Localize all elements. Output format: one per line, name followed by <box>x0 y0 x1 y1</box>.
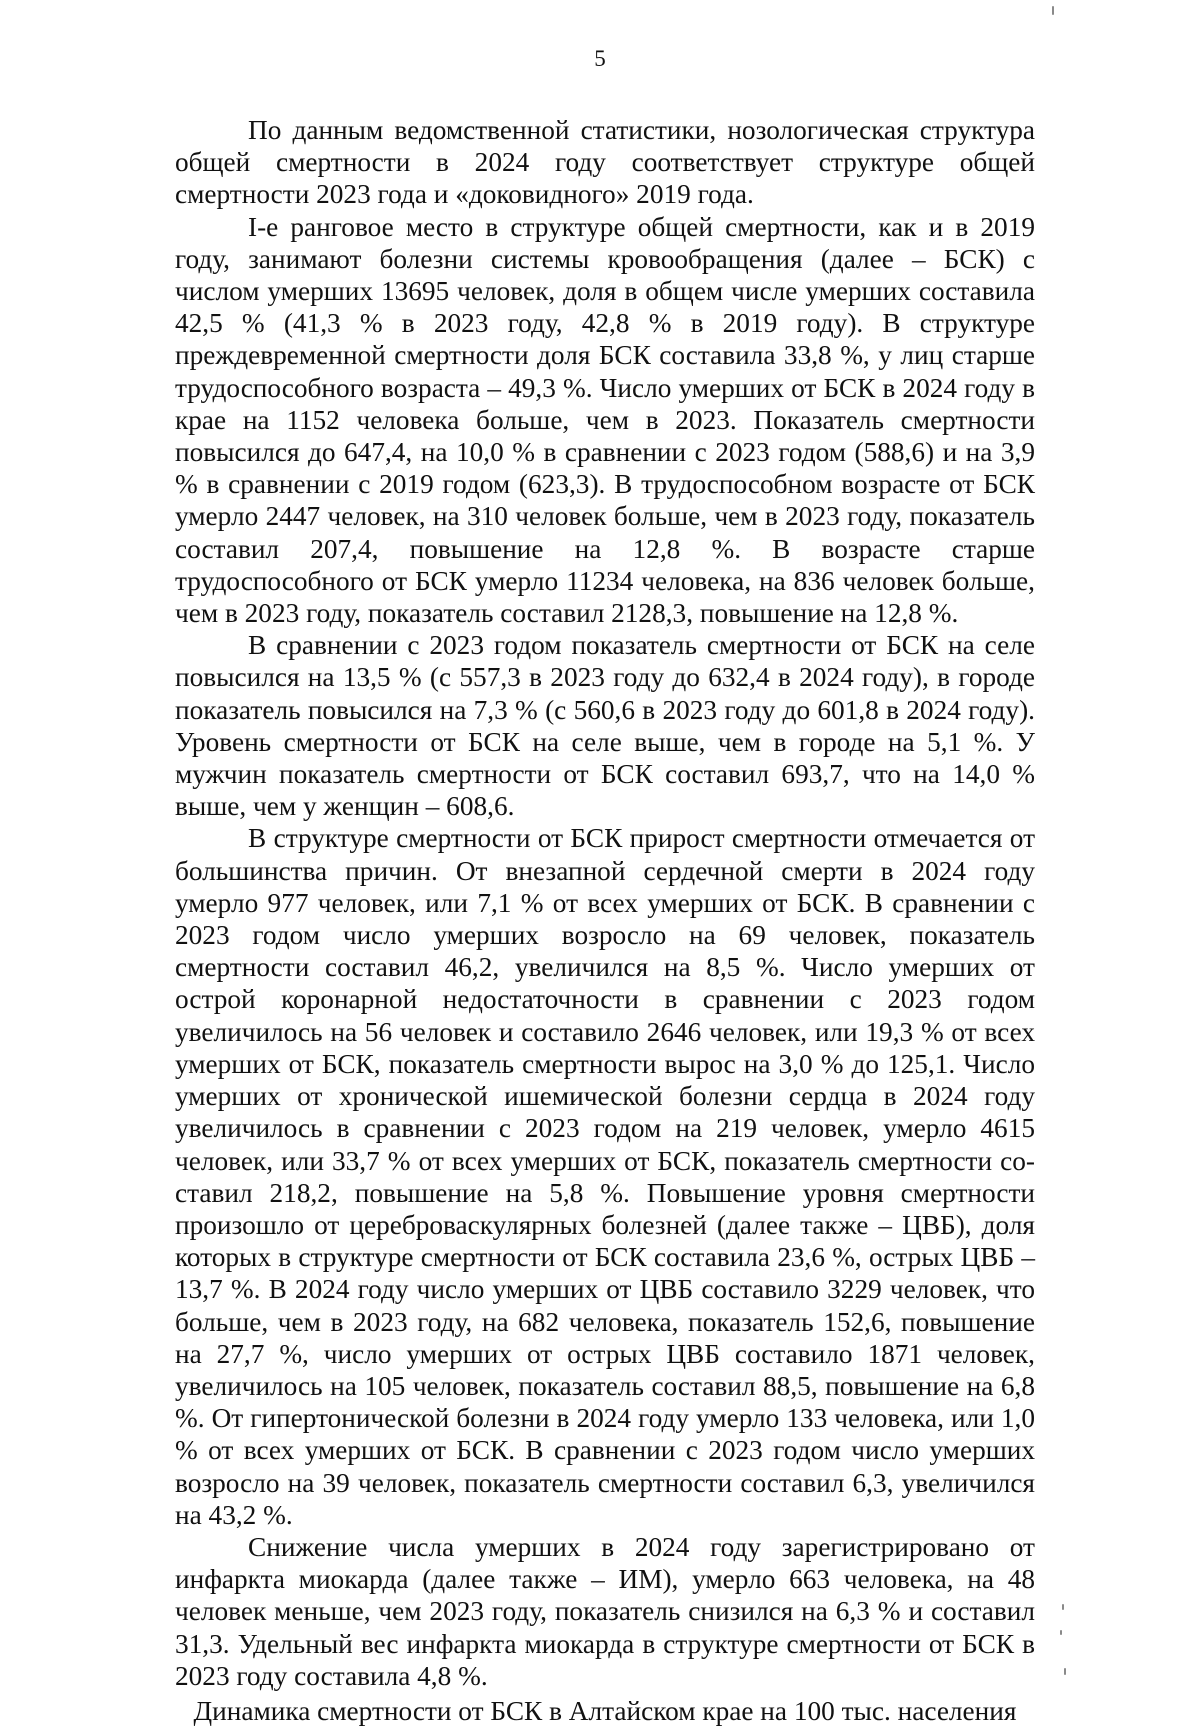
scan-speck <box>1060 1630 1062 1635</box>
chart-caption: Динамика смертности от БСК в Алтайском крае на 100 тыс. населения <box>193 1695 1017 1726</box>
paragraph-myocardial-infarction: Снижение числа умерших в 2024 году зарегистрировано от инфаркта миокарда (далее также – ИМ), умерло 663 человека, на 48 человек меньше, чем 2023 году, показатель снизился на 6,3 % и составил 31,3. Удельный вес инфаркта миокарда в структуре смертности от БСК в 2023 году составила 4,8 %. <box>175 1531 1035 1691</box>
scan-speck <box>1062 1604 1064 1610</box>
paragraph-rural-urban-comparison: В сравнении с 2023 годом показатель смертности от БСК на селе повысился на 13,5 % (с 557,3 в 2023 году до 632,4 в 2024 году), в городе показатель повысился на 7,3 % (с 560,6 в 2023 году до 601,8 в 2024 году). Уровень смертности от БСК на селе выше, чем в городе на 5,1 %. У мужчин показатель смертности от БСК составил 693,7, что на 14,0 % выше, чем у женщин – 608,6. <box>175 630 1035 822</box>
body-text <box>175 114 1035 1727</box>
scan-speck <box>1052 6 1054 15</box>
scan-speck <box>1064 1668 1066 1675</box>
paragraph-cause-structure: В структуре смертности от БСК прирост смертности отмечается от большинства причин. От внезапной сердечной смерти в 2024 году умерло 977 человек, или 7,1 % от всех умерших от БСК. В сравнении с 2023 годом число умерших возросло на 69 человек, показатель смертности составил 46,2, увеличился на 8,5 %. Число умерших от острой коронарной недостаточности в сравнении с 2023 годом увеличилось на 56 человек и составило 2646 человек, или 19,3 % от всех умерших от БСК, показатель смертности вырос на 3,0 % до 125,1. Число умерших от хронической ишемической болезни сердца в 2024 году увеличилось в сравнении с 2023 годом на 219 человек, умерло 4615 человек, или 33,7 % от всех умерших от БСК, показатель смертности составил 218,2, повышение на 5,8 %. Повышение уровня смертности произошло от цереброваскулярных болезней (далее также – ЦВБ), доля которых в структуре смертности от БСК составила 23,6 %, острых ЦВБ – 13,7 %. В 2024 году число умерших от ЦВБ составило 3229 человек, что больше, чем в 2023 году, на 682 человека, показатель 152,6, повышение на 27,7 %, число умерших от острых ЦВБ составило 1871 человек, увеличилось на 105 человек, показатель составил 88,5, повышение на 6,8 %. От гипертонической болезни в 2024 году умерло 133 человека, или 1,0 % от всех умерших от БСК. В сравнении с 2023 годом число умерших возросло на 39 человек, показатель смертности составил 6,3, увеличился на 43,2 %. <box>175 823 1035 1530</box>
paragraph-nosological-structure: По данным ведомственной статистики, нозологическая структура общей смертности в 2024 году соответствует структуре общей смертности 2023 года и «доковидного» 2019 года. <box>175 115 1035 210</box>
page-number: 5 <box>594 46 606 71</box>
paragraph-circulatory-diseases-rank: I-е ранговое место в структуре общей смертности, как и в 2019 году, занимают болезни системы кровообращения (далее – БСК) с числом умерших 13695 человек, доля в общем числе умерших составила 42,5 % (41,3 % в 2023 году, 42,8 % в 2019 году). В структуре преждевременной смертности доля БСК составила 33,8 %, у лиц старше трудоспособного возраста – 49,3 %. Число умерших от БСК в 2024 году в крае на 1152 человека больше, чем в 2023. Показатель смертности повысился до 647,4, на 10,0 % в сравнении с 2023 годом (588,6) и на 3,9 % в сравнении с 2019 годом (623,3). В трудоспособном возрасте от БСК умерло 2447 человек, на 310 человек больше, чем в 2023 году, показатель составил 207,4, повышение на 12,8 %. В возрасте старше трудоспособного от БСК умерло 11234 человека, на 836 человек больше, чем в 2023 году, показатель составил 2128,3, повышение на 12,8 %. <box>175 211 1035 629</box>
